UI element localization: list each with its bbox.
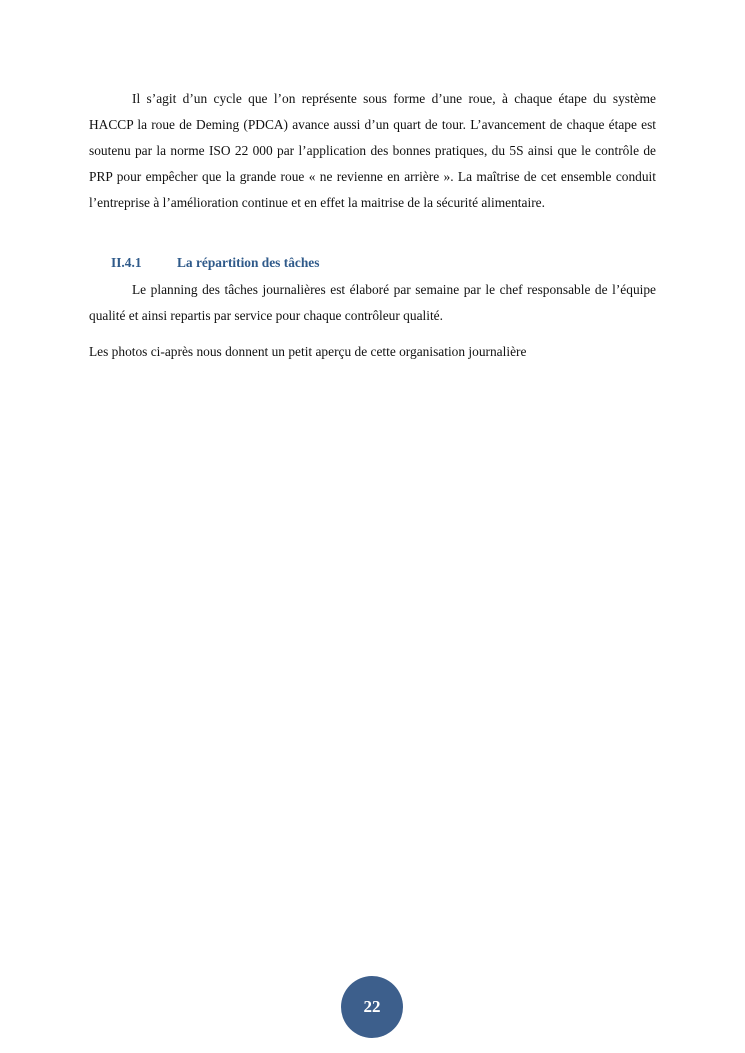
page-number-badge	[341, 976, 403, 1038]
page-number: 22	[363, 997, 381, 1016]
section-title: La répartition des tâches	[177, 255, 320, 270]
paragraph-photos-intro: Les photos ci-après nous donnent un petit aperçu de cette organisation journalière	[89, 344, 527, 359]
paragraph-task-planning: Le planning des tâches journalières est élaboré par semaine par le chef responsable de l’équipe qualité et ainsi repartis par service pour chaque contrôleur qualité.	[89, 282, 656, 323]
section-heading	[111, 250, 319, 275]
section-number: II.4.1	[111, 255, 142, 270]
paragraph-haccp-cycle: Il s’agit d’un cycle que l’on représente sous forme d’une roue, à chaque étape du système HACCP la roue de Deming (PDCA) avance aussi d’un quart de tour. L’avancement de chaque étape est soutenu par la norme ISO 22 000 par l’application des bonnes pratiques, du 5S ainsi que le contrôle de PRP pour empêcher que la grande roue « ne revienne en arrière ». La maîtrise de cet ensemble conduit l’entreprise à l’amélioration continue et en effet la maitrise de la sécurité alimentaire.	[89, 91, 656, 210]
